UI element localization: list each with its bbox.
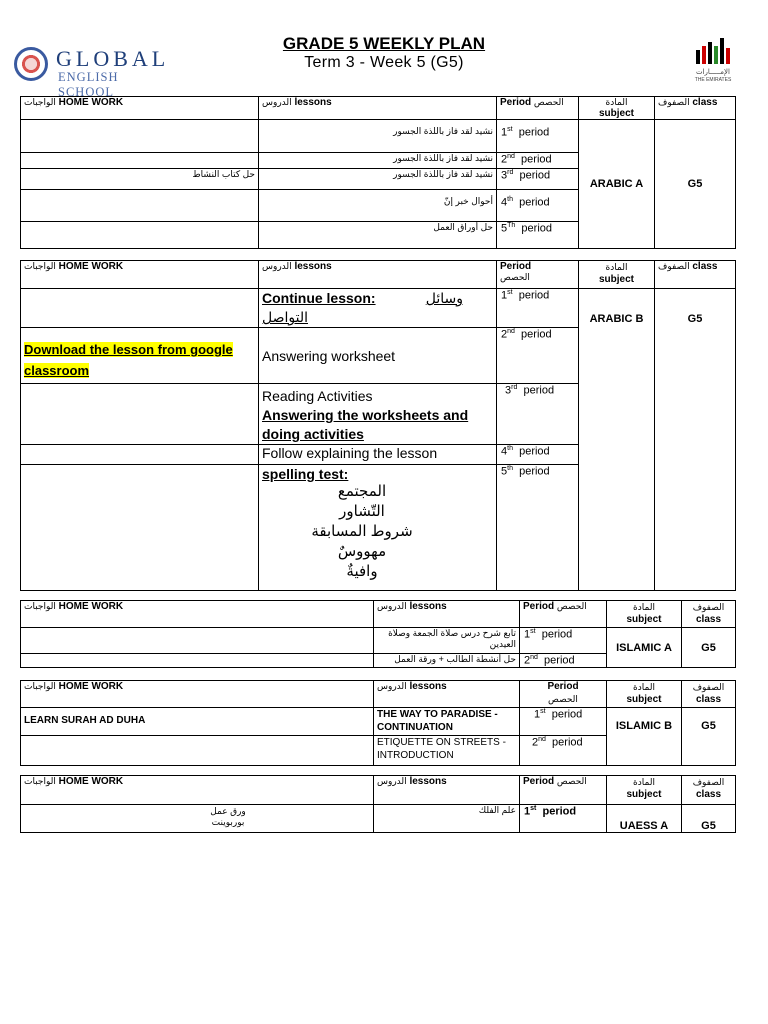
- lesson-cell: Follow explaining the lesson: [259, 445, 497, 465]
- period-num: 1: [524, 628, 531, 641]
- period-cell: [497, 169, 579, 190]
- period-word: period: [523, 384, 555, 397]
- homework-cell: [21, 289, 259, 328]
- lesson-cell: ETIQUETTE ON STREETS - INTRODUCTION: [374, 736, 520, 766]
- period-sup: nd: [507, 328, 515, 335]
- homework-highlight: Download the lesson from google classroom: [24, 342, 233, 378]
- table-row: [21, 805, 736, 833]
- period-cell: [497, 120, 579, 153]
- lessons-header-ar: الدروس: [262, 97, 292, 107]
- page-subtitle: Term 3 - Week 5 (G5): [304, 54, 464, 71]
- period-header-ar: الحصص: [556, 776, 587, 786]
- lesson-ar-word: وسائل: [425, 290, 463, 306]
- subject-cell: ARABIC B: [579, 289, 655, 591]
- subject-header: subject: [626, 694, 662, 705]
- period-cell: [497, 153, 579, 169]
- lessons-header-ar: الدروس: [262, 261, 292, 271]
- period-num: 3: [505, 384, 512, 397]
- period-word: period: [519, 445, 550, 458]
- lesson-cell: تابع شرح درس صلاة الجمعة وصلاة العيدين: [374, 628, 520, 654]
- homework-header: HOME WORK: [58, 261, 124, 272]
- class-cell: G5: [682, 628, 736, 668]
- period-header-ar: الحصص: [548, 694, 578, 704]
- period-sup: st: [540, 708, 546, 715]
- homework-header: HOME WORK: [58, 601, 124, 612]
- period-num: 2: [501, 328, 508, 341]
- period-sup: nd: [530, 654, 538, 661]
- period-num: 1: [501, 126, 508, 139]
- period-sup: Th: [507, 222, 516, 229]
- class-cell: G5: [655, 289, 736, 591]
- period-sup: nd: [538, 736, 546, 743]
- period-cell: [497, 384, 579, 445]
- period-sup: st: [530, 628, 536, 635]
- period-header-ar: الحصص: [533, 97, 564, 107]
- spelling-words: [262, 482, 462, 582]
- lesson-title: Continue lesson:: [262, 290, 376, 306]
- table-header-row: [21, 681, 736, 708]
- homework-cell: [21, 465, 259, 591]
- subject-header: subject: [598, 274, 634, 285]
- period-cell: [497, 328, 579, 384]
- period-cell: [520, 805, 607, 833]
- subject-header-ar: المادة: [605, 262, 628, 272]
- lesson-line: Reading Activities: [262, 388, 373, 404]
- homework-cell: [21, 328, 259, 384]
- period-word: period: [521, 222, 552, 235]
- period-cell: [497, 289, 579, 328]
- lessons-header: lessons: [294, 261, 332, 272]
- lesson-cell: Answering worksheet: [259, 328, 497, 384]
- spelling-word: وافيةٌ: [346, 563, 378, 580]
- period-word: period: [518, 289, 550, 302]
- arabic-b-table: [20, 260, 736, 591]
- period-num: 2: [524, 654, 531, 667]
- period-num: 5: [501, 222, 508, 235]
- table-header-row: [21, 97, 736, 120]
- subject-header: subject: [598, 108, 634, 119]
- homework-cell: [21, 654, 374, 668]
- homework-cell: [21, 736, 374, 766]
- class-header-ar: الصفوف: [658, 97, 690, 107]
- lesson-cell: [259, 289, 497, 328]
- emirates-logo-icon: [694, 38, 732, 66]
- lesson-cell: علم الفلك: [374, 805, 520, 833]
- period-header: Period: [547, 681, 579, 692]
- homework-lines: [24, 806, 372, 828]
- lesson-line: Answering the worksheets and doing activities: [262, 407, 469, 442]
- homework-header-ar: الواجبات: [24, 601, 56, 611]
- lesson-cell: أحوال خبر إنّ: [259, 190, 497, 222]
- period-word: period: [518, 126, 550, 139]
- lesson-cell: نشيد لقد فاز باللذة الجسور: [259, 169, 497, 190]
- emirates-logo: [688, 38, 738, 88]
- period-cell: [520, 654, 607, 668]
- subject-cell: ARABIC A: [579, 120, 655, 249]
- period-num: 2: [532, 736, 539, 749]
- table-row: [21, 708, 736, 736]
- homework-cell: [21, 153, 259, 169]
- period-sup: th: [507, 196, 513, 203]
- period-sup: st: [530, 805, 537, 812]
- class-header-ar: الصفوف: [692, 682, 725, 692]
- homework-header-ar: الواجبات: [24, 97, 56, 107]
- period-sup: nd: [507, 153, 515, 160]
- period-num: 1: [501, 289, 508, 302]
- school-logo-word2: ENGLISH SCHOOL: [58, 70, 119, 99]
- subject-header-ar: المادة: [633, 682, 655, 692]
- period-header: Period: [500, 261, 532, 272]
- spelling-test-title: spelling test:: [262, 466, 349, 482]
- islamic-b-table: [20, 680, 736, 766]
- class-header: class: [695, 694, 722, 705]
- lesson-cell: حل أنشطة الطالب + ورقة العمل: [374, 654, 520, 668]
- homework-cell: [21, 120, 259, 153]
- period-cell: [497, 222, 579, 249]
- subject-header-ar: المادة: [633, 777, 655, 787]
- lesson-cell: نشيد لقد فاز باللذة الجسور: [259, 153, 497, 169]
- homework-header: HOME WORK: [58, 776, 124, 787]
- lessons-header: lessons: [409, 601, 447, 612]
- period-num: 1: [534, 708, 541, 721]
- spelling-word: شروط المسابقة: [311, 523, 413, 540]
- lesson-ar-word: التواصل: [262, 309, 308, 325]
- arabic-a-table: [20, 96, 736, 249]
- homework-cell: [21, 190, 259, 222]
- table-header-row: [21, 261, 736, 289]
- period-cell: [520, 708, 607, 736]
- lessons-header: lessons: [409, 681, 447, 692]
- lesson-cell: نشيد لقد فاز باللذة الجسور: [259, 120, 497, 153]
- emirates-logo-en: THE EMIRATES: [694, 77, 732, 83]
- period-num: 4: [501, 196, 508, 209]
- lesson-cell: حل أوراق العمل: [259, 222, 497, 249]
- homework-line: ورق عمل: [210, 806, 246, 816]
- period-header: Period: [523, 776, 555, 787]
- uaess-a-table: [20, 775, 736, 833]
- period-word: period: [521, 153, 552, 166]
- islamic-a-table: [20, 600, 736, 668]
- class-header: class: [692, 97, 718, 108]
- period-cell: [497, 190, 579, 222]
- period-word: period: [519, 169, 551, 182]
- period-word: period: [542, 805, 577, 818]
- emirates-logo-ar: الإمـــــارات: [696, 69, 730, 76]
- lessons-header: lessons: [409, 776, 447, 787]
- lesson-cell: THE WAY TO PARADISE - CONTINUATION: [374, 708, 520, 736]
- class-header: class: [695, 789, 722, 800]
- spelling-word: المجتمع: [337, 483, 387, 500]
- period-word: period: [551, 708, 583, 721]
- period-header-ar: الحصص: [500, 272, 530, 282]
- period-word: period: [544, 654, 575, 667]
- table-header-row: [21, 601, 736, 628]
- class-header-ar: الصفوف: [658, 261, 690, 271]
- school-logo-word1: GLOBAL: [56, 46, 170, 71]
- homework-cell: LEARN SURAH AD DUHA: [21, 708, 374, 736]
- homework-cell: [21, 445, 259, 465]
- homework-cell: [21, 628, 374, 654]
- homework-header-ar: الواجبات: [24, 261, 56, 271]
- period-word: period: [519, 196, 550, 209]
- period-header: Period: [523, 601, 555, 612]
- period-header-ar: الحصص: [556, 601, 587, 611]
- homework-cell: حل كتاب النشاط: [21, 169, 259, 190]
- period-num: 4: [501, 445, 508, 458]
- period-sup: st: [507, 126, 513, 133]
- table-row: [21, 120, 736, 153]
- spelling-word: مهووسٌ: [337, 543, 387, 560]
- period-num: 2: [501, 153, 508, 166]
- period-word: period: [521, 328, 552, 341]
- period-cell: [497, 445, 579, 465]
- subject-header-ar: المادة: [633, 602, 655, 612]
- period-sup: th: [507, 465, 513, 472]
- homework-cell: [21, 222, 259, 249]
- lessons-header-ar: الدروس: [377, 776, 407, 786]
- period-sup: st: [507, 289, 513, 296]
- homework-cell: [21, 384, 259, 445]
- table-header-row: [21, 776, 736, 805]
- lessons-header-ar: الدروس: [377, 601, 407, 611]
- table-row: [21, 289, 736, 328]
- subject-header: subject: [626, 614, 662, 625]
- class-header-ar: الصفوف: [692, 777, 725, 787]
- period-sup: rd: [511, 384, 518, 391]
- subject-cell: ISLAMIC B: [607, 708, 682, 766]
- period-word: period: [541, 628, 573, 641]
- period-num: 1: [524, 805, 531, 818]
- subject-cell: ISLAMIC A: [607, 628, 682, 668]
- period-cell: [497, 465, 579, 591]
- homework-line: بوربوينت: [211, 817, 245, 827]
- period-cell: [520, 628, 607, 654]
- subject-header: subject: [626, 789, 662, 800]
- homework-header-ar: الواجبات: [24, 776, 56, 786]
- class-cell: G5: [655, 120, 736, 249]
- class-header: class: [695, 614, 722, 625]
- spelling-word: التّشاور: [339, 503, 385, 520]
- period-header: Period: [500, 97, 532, 108]
- period-num: 3: [501, 169, 508, 182]
- period-num: 5: [501, 465, 508, 478]
- class-cell: G5: [682, 805, 736, 833]
- subject-header-ar: المادة: [605, 97, 628, 107]
- homework-header-ar: الواجبات: [24, 681, 56, 691]
- homework-header: HOME WORK: [58, 97, 124, 108]
- homework-cell: [21, 805, 374, 833]
- lesson-cell: [259, 384, 497, 445]
- period-sup: th: [507, 445, 513, 452]
- class-header-ar: الصفوف: [692, 602, 725, 612]
- period-word: period: [519, 465, 550, 478]
- subject-cell: UAESS A: [607, 805, 682, 833]
- page-title: GRADE 5 WEEKLY PLAN: [282, 34, 486, 53]
- homework-header: HOME WORK: [58, 681, 124, 692]
- period-cell: [520, 736, 607, 766]
- period-word: period: [552, 736, 583, 749]
- period-sup: rd: [507, 169, 514, 176]
- lesson-cell: [259, 465, 497, 591]
- class-cell: G5: [682, 708, 736, 766]
- lessons-header-ar: الدروس: [377, 681, 407, 691]
- class-header: class: [692, 261, 718, 272]
- table-row: [21, 628, 736, 654]
- lessons-header: lessons: [294, 97, 332, 108]
